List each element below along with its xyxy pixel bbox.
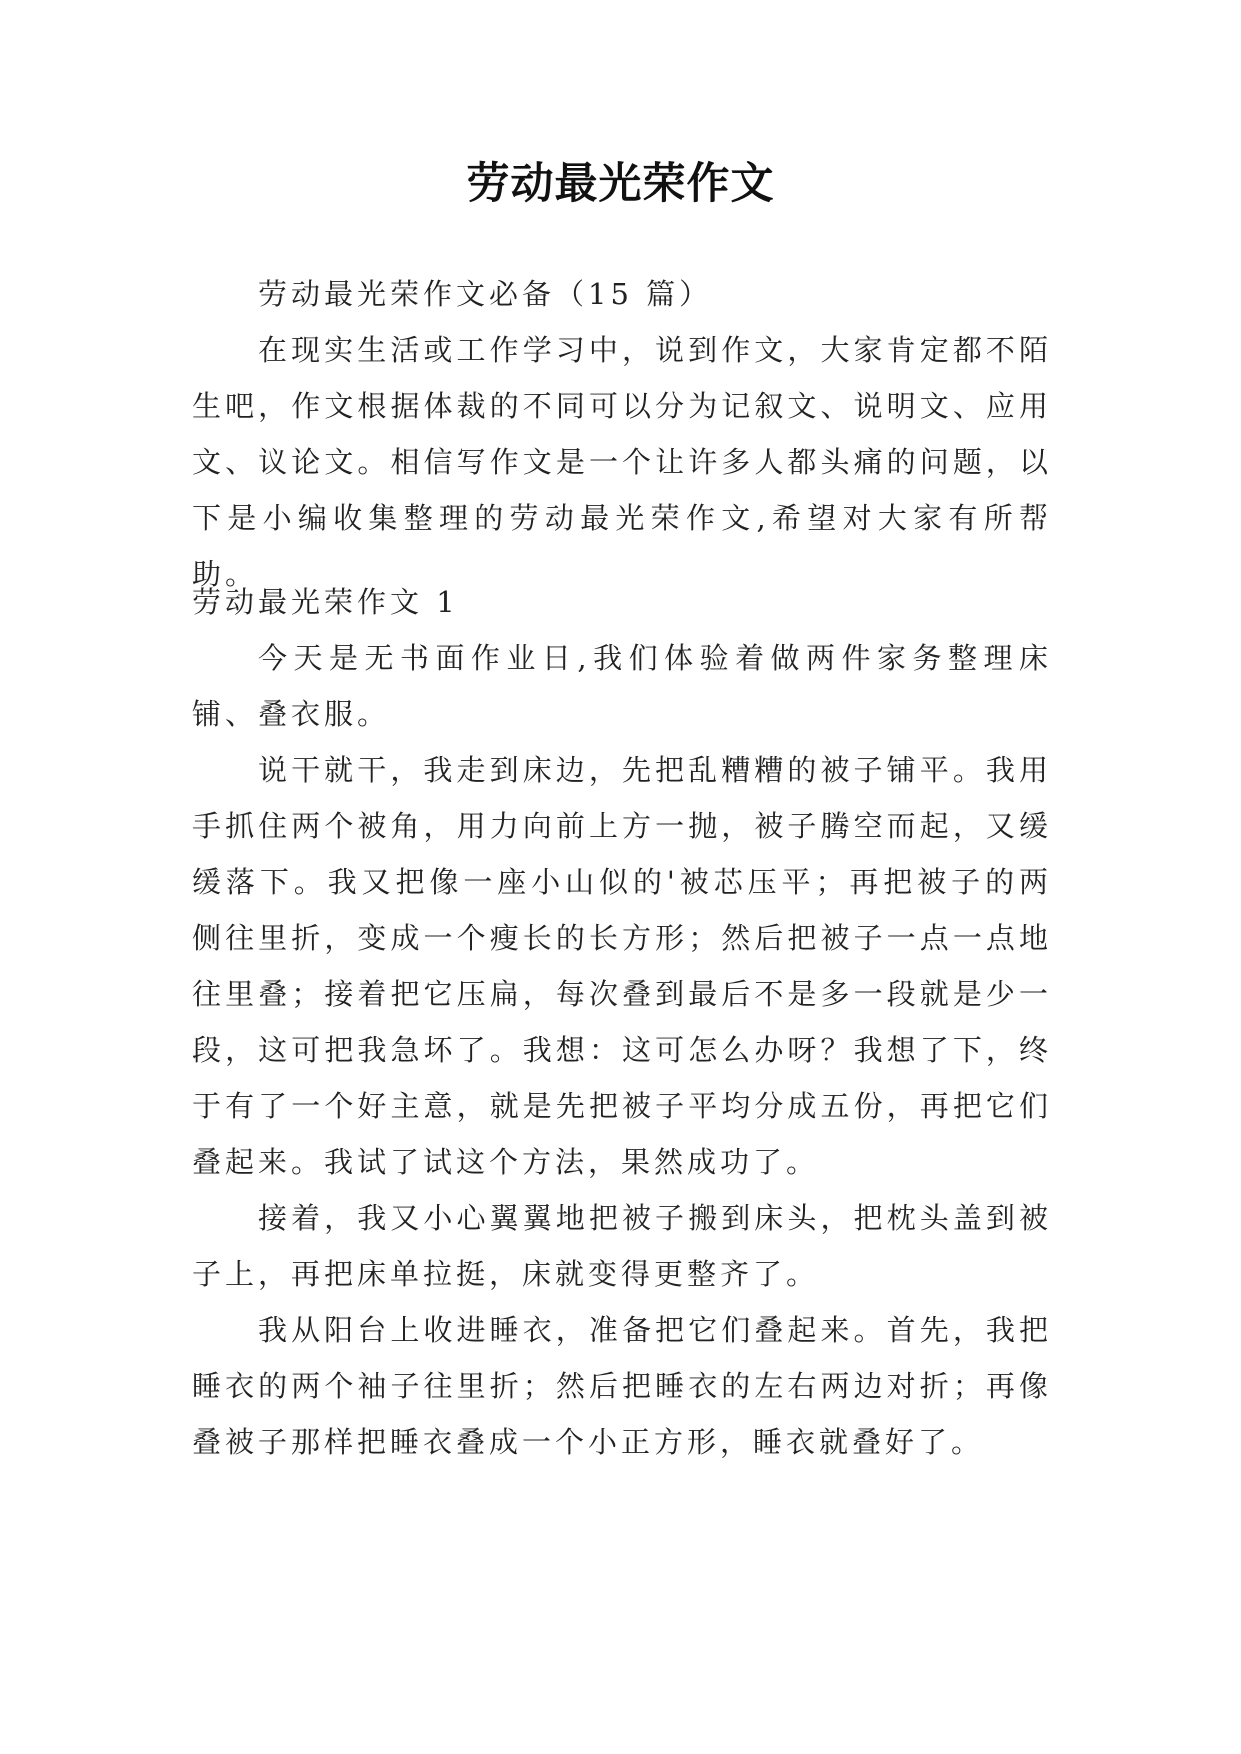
intro-block bbox=[192, 266, 1052, 602]
essay-paragraph: 说干就干，我走到床边，先把乱糟糟的被子铺平。我用手抓住两个被角，用力向前上方一抛，被子腾空而起，又缓缓落下。我又把像一座小山似的'被芯压平；再把被子的两侧往里折，变成一个瘦长的长方形；然后把被子一点一点地往里叠；接着把它压扁，每次叠到最后不是多一段就是少一段，这可把我急坏了。我想：这可怎么办呀？我想了下，终于有了一个好主意，就是先把被子平均分成五份，再把它们叠起来。我试了试这个方法，果然成功了。 bbox=[192, 753, 1052, 1179]
essay-paragraph: 我从阳台上收进睡衣，准备把它们叠起来。首先，我把睡衣的两个袖子往里折；然后把睡衣的左右两边对折；再像叠被子那样把睡衣叠成一个小正方形，睡衣就叠好了。 bbox=[192, 1313, 1052, 1459]
essay-paragraph: 接着，我又小心翼翼地把被子搬到床头，把枕头盖到被子上，再把床单拉挺，床就变得更整齐了。 bbox=[192, 1201, 1052, 1291]
intro-subtitle: 劳动最光荣作文必备（15 篇） bbox=[258, 277, 713, 311]
page-title: 劳动最光荣作文 bbox=[466, 159, 775, 209]
essay-section bbox=[192, 574, 1052, 1470]
intro-paragraph: 在现实生活或工作学习中，说到作文，大家肯定都不陌生吧，作文根据体裁的不同可以分为记叙文、说明文、应用文、议论文。相信写作文是一个让许多人都头痛的问题，以下是小编收集整理的劳动最光荣作文,希望对大家有所帮助。 bbox=[192, 333, 1052, 591]
section-heading: 劳动最光荣作文 1 bbox=[192, 585, 459, 619]
essay-paragraph: 今天是无书面作业日,我们体验着做两件家务整理床铺、叠衣服。 bbox=[192, 641, 1052, 731]
